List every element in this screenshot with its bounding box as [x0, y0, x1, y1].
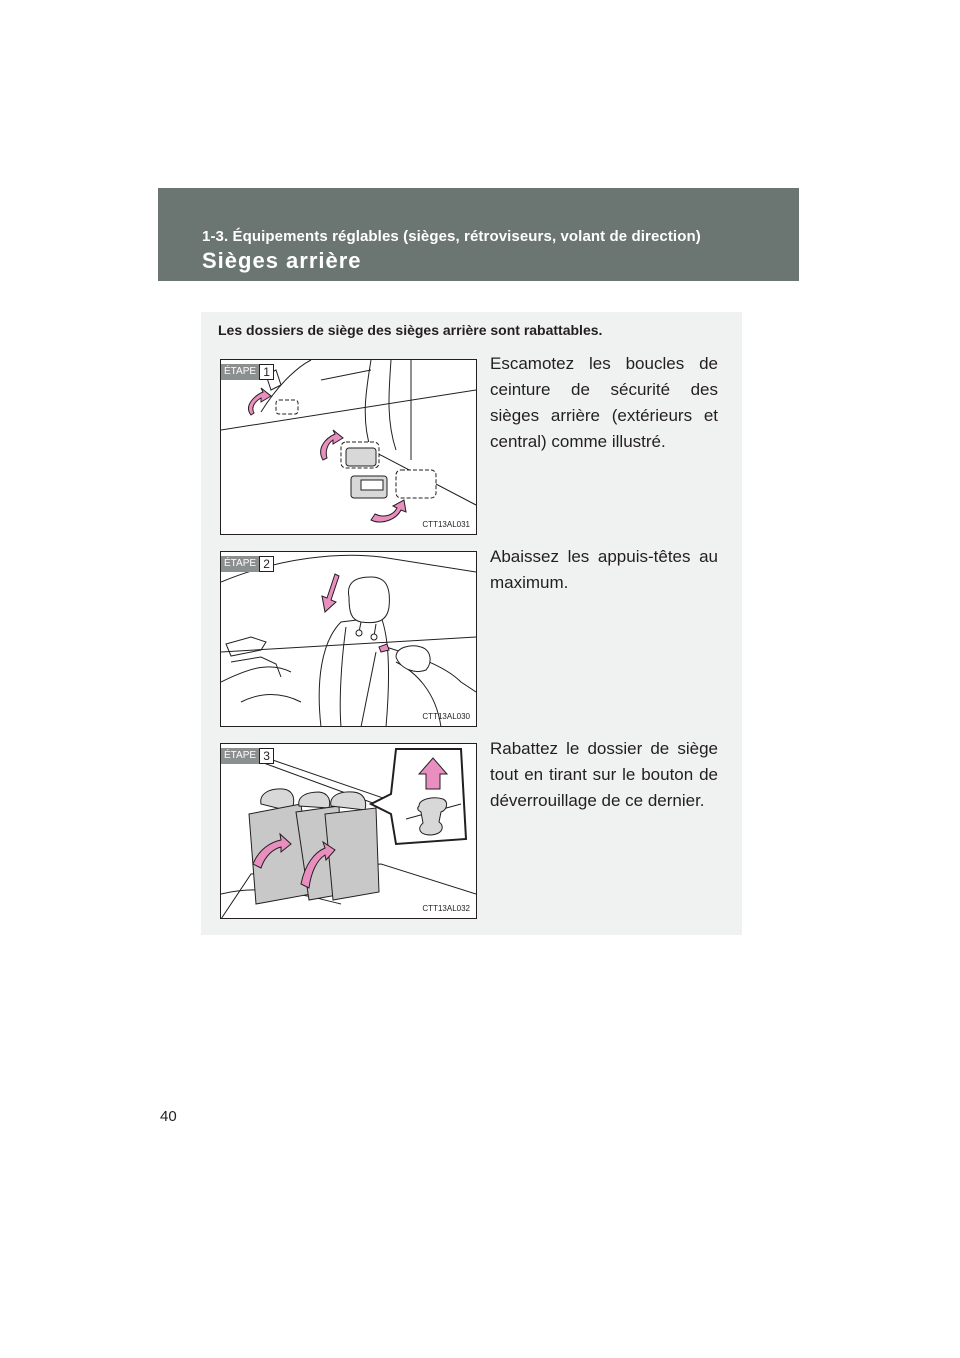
headrest-drawing [221, 552, 477, 727]
page-number: 40 [160, 1108, 177, 1125]
content-panel [201, 312, 742, 935]
intro-text: Les dossiers de siège des sièges arrière sont rabattables. [218, 322, 603, 338]
step-2-text: Abaissez les appuis-têtes au maximum. [490, 547, 718, 592]
step-label: ÉTAPE [221, 748, 259, 764]
step-number: 1 [259, 364, 274, 380]
step-3-text: Rabattez le dossier de siège tout en tirant sur le bouton de déverrouillage de ce dernier. [490, 739, 718, 810]
figure-code: CTT13AL030 [422, 712, 470, 721]
page-title: Sièges arrière [202, 248, 362, 273]
step-1-illustration [220, 359, 477, 535]
seatbelt-buckle-drawing [221, 360, 477, 535]
step-number: 2 [259, 556, 274, 572]
figure-code: CTT13AL032 [422, 904, 470, 913]
step-label: ÉTAPE [221, 364, 259, 380]
step-3-illustration [220, 743, 477, 919]
step-3-tag [221, 748, 274, 764]
section-title: 1-3. Équipements réglables (sièges, rétroviseurs, volant de direction) [202, 228, 701, 245]
step-2-illustration [220, 551, 477, 727]
step-label: ÉTAPE [221, 556, 259, 572]
step-1-tag [221, 364, 274, 380]
step-number: 3 [259, 748, 274, 764]
seatback-fold-drawing [221, 744, 477, 919]
figure-code: CTT13AL031 [422, 520, 470, 529]
step-2-tag [221, 556, 274, 572]
step-1-text: Escamotez les boucles de ceinture de sécurité des sièges arrière (extérieurs et central) comme illustré. [490, 354, 718, 451]
section-header [158, 188, 799, 281]
